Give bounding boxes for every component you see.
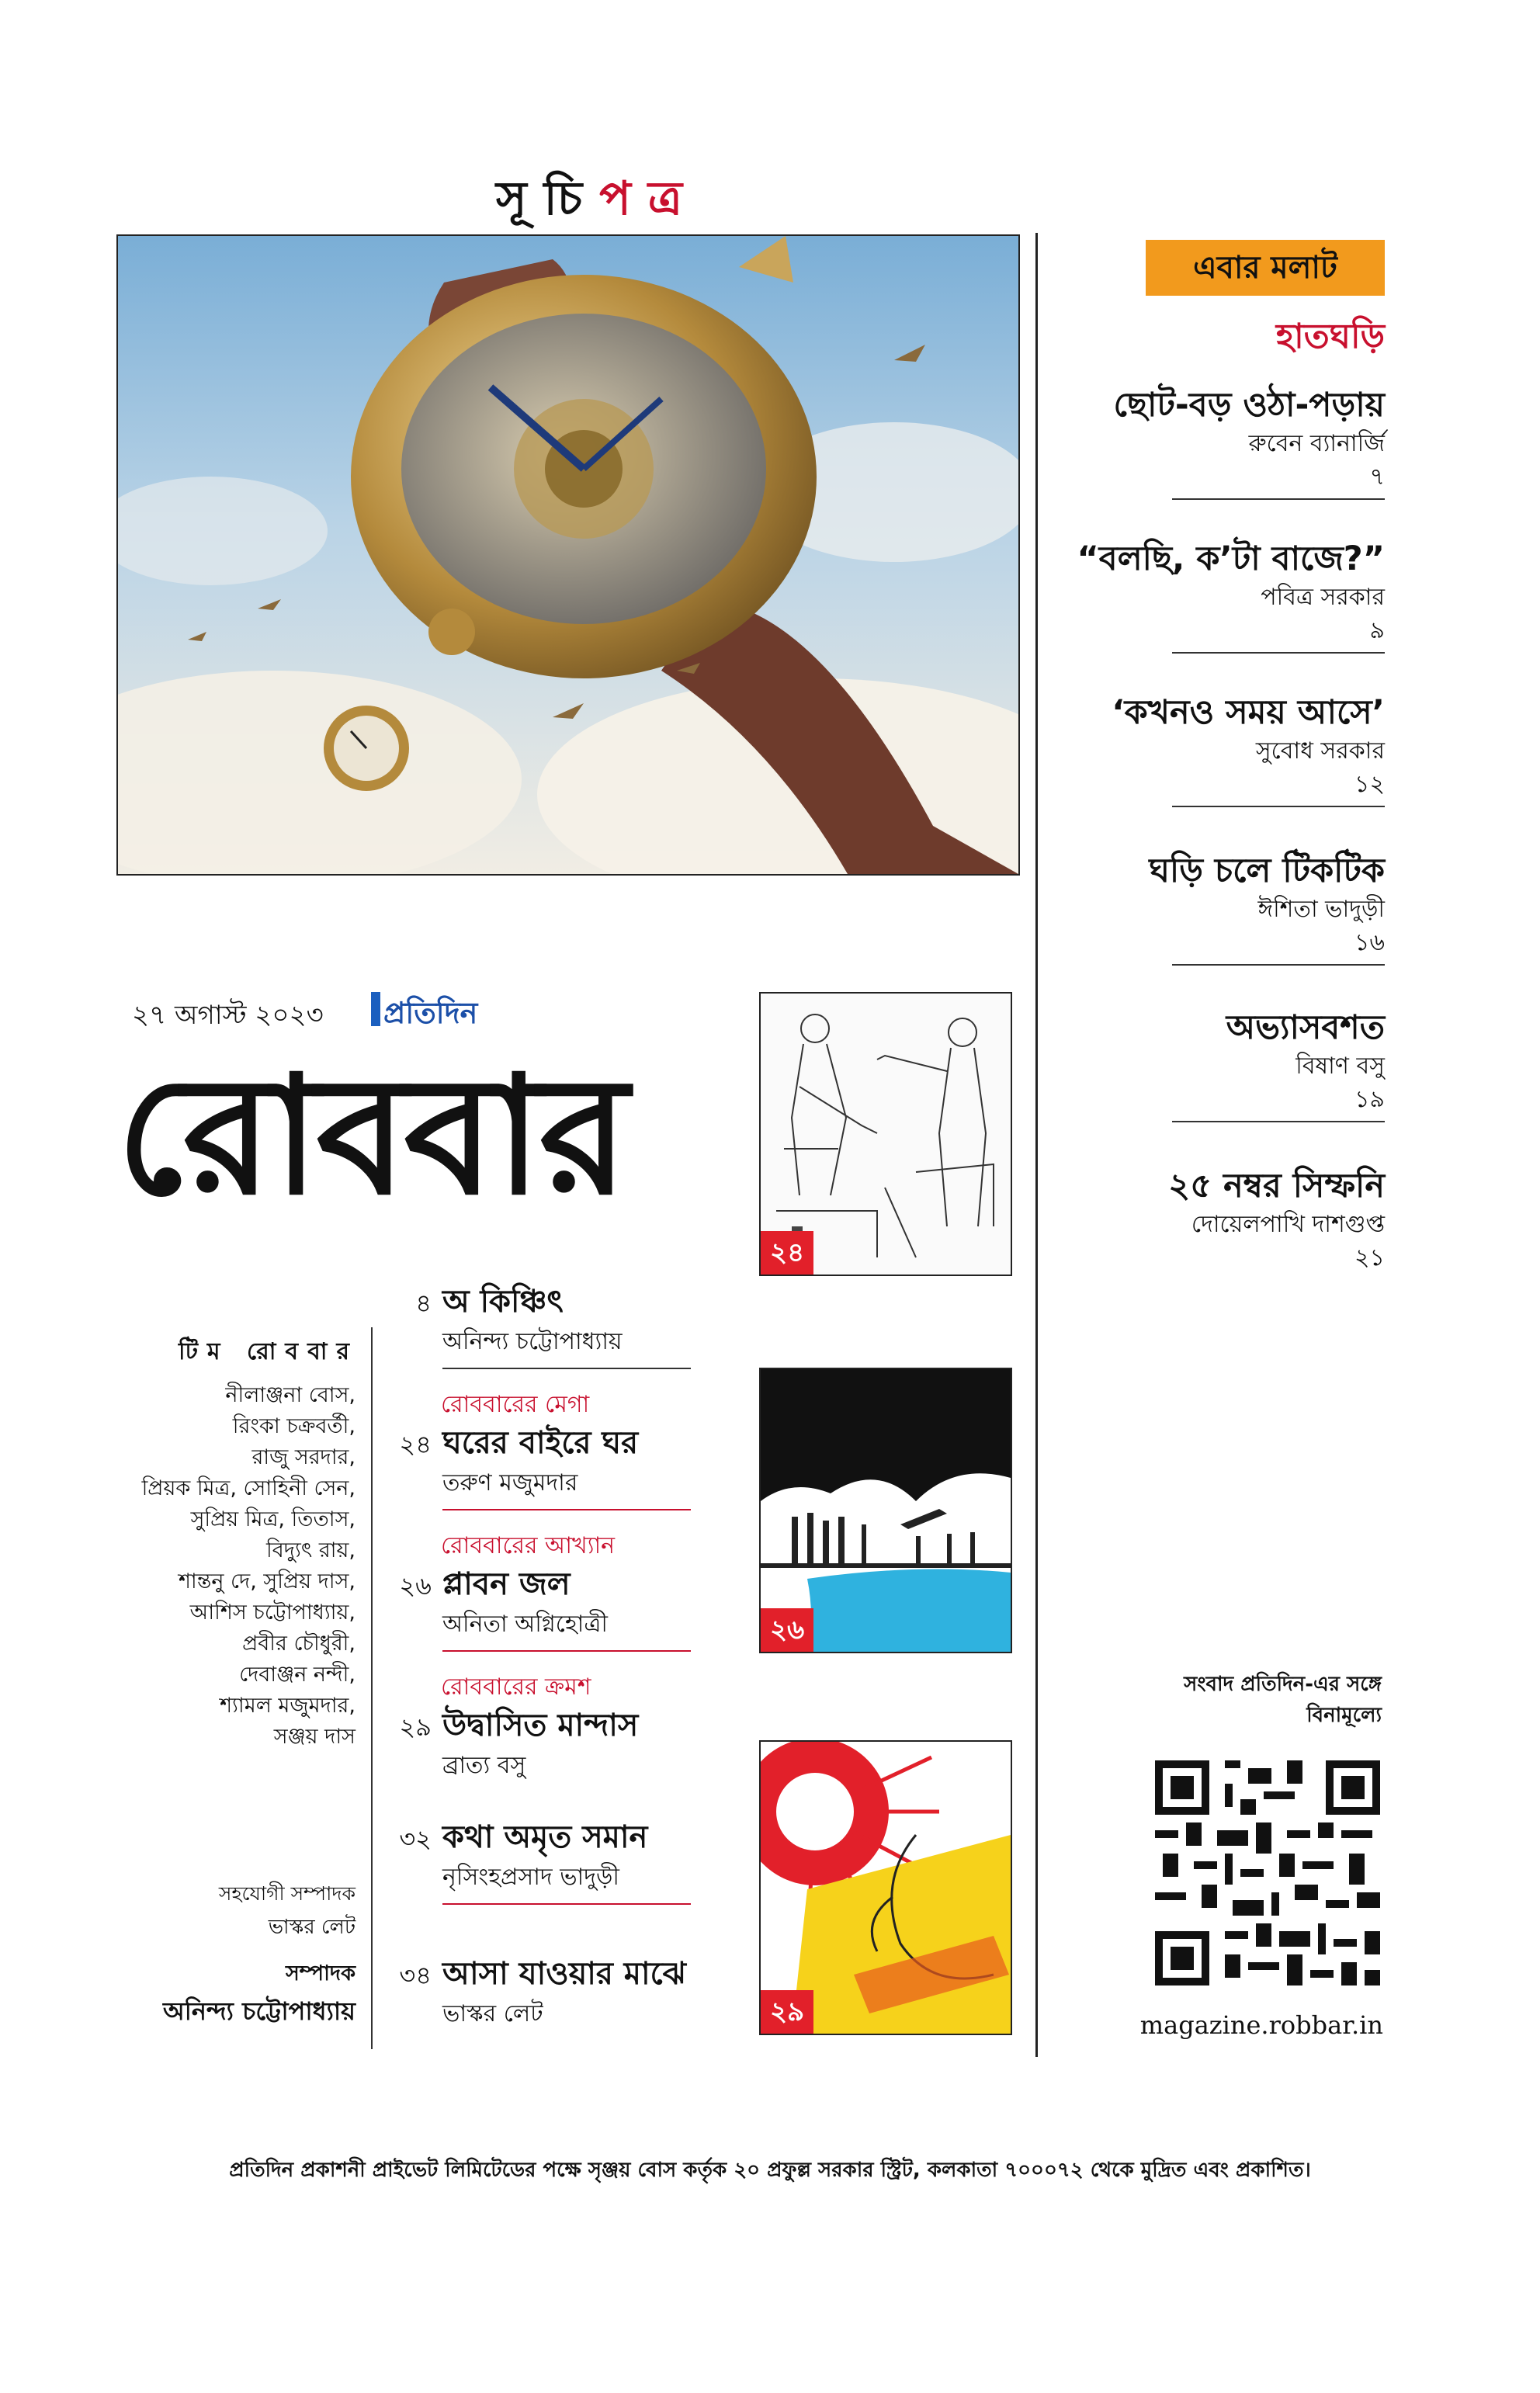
entry-page-number: ২৬: [399, 1571, 432, 1601]
team-member: সঞ্জয় দাস: [273, 1725, 356, 1749]
page-number-badge: ২৯: [761, 1990, 813, 2034]
article-author: সুবোধ সরকার: [1255, 737, 1385, 765]
divider: [1172, 806, 1385, 807]
entry-section: রোববারের ক্রমশ: [441, 1673, 591, 1701]
cover-story-badge: এবার মলাট: [1146, 240, 1385, 296]
contents-entry[interactable]: [380, 1388, 761, 1510]
divider: [1172, 1121, 1385, 1122]
article-author: বিষাণ বসু: [1295, 1053, 1385, 1080]
entry-row: [380, 1563, 761, 1608]
article-page: ১৬: [1354, 929, 1385, 956]
team-member: দেবাঞ্জন নন্দী,: [239, 1663, 356, 1687]
editor-role: সম্পাদক: [285, 1961, 356, 1985]
article-page: ৯: [1369, 617, 1385, 644]
entry-author: অনিন্দ্য চট্টোপাধ্যায়: [442, 1328, 623, 1355]
divider: [442, 1509, 691, 1510]
team-member: বিদ্যুৎ রায়,: [266, 1538, 356, 1562]
entry-section: রোববারের মেগা: [441, 1391, 590, 1418]
entry-author: নৃসিংহপ্রসাদ ভাদুড়ী: [442, 1864, 620, 1891]
article-title: ঘড়ি চলে টিকটিক: [1149, 851, 1385, 890]
entry-row: [380, 1953, 761, 1998]
divider: [442, 1903, 691, 1905]
contents-entry[interactable]: [380, 1529, 761, 1652]
promo-line: সংবাদ প্রতিদিন-এর সঙ্গে: [1184, 1673, 1382, 1696]
entry-title: কথা অমৃত সমান: [442, 1819, 648, 1855]
associate-editor-name: ভাস্কর লেট: [268, 1916, 356, 1939]
article-title: ২৫ নম্বর সিম্ফনি: [1168, 1167, 1385, 1205]
entry-author: অনিতা অগ্নিহোত্রী: [442, 1611, 608, 1638]
team-heading: টিম রোববার: [179, 1338, 359, 1365]
article-page: ৭: [1369, 463, 1385, 491]
thumbnail-29[interactable]: [759, 1740, 1012, 2035]
entry-row: [380, 1705, 761, 1750]
article-author: রুবেন ব্যানার্জি: [1248, 430, 1385, 457]
entry-row: [380, 1816, 761, 1861]
cover-watch-illustration: [118, 236, 1018, 874]
entry-row: [380, 1281, 761, 1326]
divider: [1172, 964, 1385, 966]
team-member: রাজু সরদার,: [251, 1445, 356, 1469]
team-members: [116, 1380, 356, 1753]
cover-image: [116, 234, 1020, 876]
article-title: অভ্যাসবশত: [1226, 1008, 1385, 1047]
entry-section: রোববারের আখ্যান: [441, 1532, 616, 1559]
title-part: ত্র: [647, 172, 699, 226]
qr-code-graphic: [1155, 1760, 1380, 1985]
article-author: দোয়েলপাখি দাশগুপ্ত: [1191, 1211, 1385, 1238]
entry-author: তরুণ মজুমদার: [442, 1469, 578, 1496]
team-member: শ্যামল মজুমদার,: [220, 1694, 356, 1718]
divider: [1172, 498, 1385, 500]
contents-entry[interactable]: [380, 1816, 761, 1905]
qr-code[interactable]: [1155, 1760, 1380, 1985]
cover-article[interactable]: [1071, 691, 1385, 807]
article-page: ২১: [1354, 1244, 1385, 1271]
logo-text: প্রতিদিন: [383, 996, 478, 1030]
team-member: প্রবীর চৌধুরী,: [242, 1632, 356, 1656]
team-member: শান্তনু দে, সুপ্রিয় দাস,: [178, 1569, 356, 1594]
article-page: ১২: [1354, 771, 1385, 798]
cover-article[interactable]: [1071, 1006, 1385, 1122]
cover-story-topic: হাতঘড়ি: [1275, 317, 1385, 356]
article-title: “বলছি, ক’টা বাজে?”: [1077, 539, 1385, 578]
issue-date: ২৭ অগাস্ট ২০২৩: [132, 1000, 324, 1031]
thumbnail-24[interactable]: [759, 992, 1012, 1276]
entry-author: ব্রাত্য বসু: [442, 1752, 526, 1779]
team-member: নীলাঞ্জনা বোস,: [225, 1383, 356, 1407]
article-author: ঈশিতা ভাদুড়ী: [1257, 896, 1385, 923]
contents-entry[interactable]: [380, 1953, 761, 2031]
title-part: প: [599, 172, 648, 226]
contents-entry[interactable]: [380, 1281, 761, 1369]
divider: [442, 1368, 691, 1369]
title-part: সূ: [495, 172, 544, 226]
title-part: চি: [543, 172, 600, 226]
cover-article[interactable]: [1071, 1164, 1385, 1275]
entry-page-number: ৪: [415, 1288, 432, 1318]
entry-title: অ কিঞ্চিৎ: [442, 1284, 564, 1320]
entry-row: [380, 1422, 761, 1467]
entry-page-number: ২৯: [399, 1712, 432, 1742]
column-divider: [1035, 233, 1038, 2057]
page-title: [435, 163, 761, 225]
article-title: ‘কখনও সময় আসে’: [1112, 693, 1385, 732]
entry-page-number: ২৪: [399, 1430, 432, 1459]
entry-title: প্লাবন জল: [442, 1566, 571, 1602]
sidebar-divider: [371, 1327, 373, 2049]
editor-name: অনিন্দ্য চট্টোপাধ্যায়: [163, 1996, 356, 2026]
entry-title: ঘরের বাইরে ঘর: [442, 1425, 639, 1461]
team-member: রিংকা চক্রবর্তী,: [232, 1414, 356, 1438]
thumbnail-26[interactable]: [759, 1368, 1012, 1653]
team-member: আশিস চট্টোপাধ্যায়,: [189, 1601, 356, 1625]
entry-page-number: ৩৪: [399, 1961, 432, 1990]
page-number-badge: ২৪: [761, 1231, 813, 1275]
team-member: সুপ্রিয় মিত্র, তিতাস,: [190, 1507, 356, 1531]
cover-article[interactable]: [1071, 383, 1385, 500]
promo-text: [1110, 1669, 1382, 1731]
entry-author: ভাস্কর লেট: [442, 2000, 543, 2027]
masthead-title: রোববার: [116, 1039, 626, 1231]
article-title: ছোট-বড় ওঠা-পড়ায়: [1113, 386, 1385, 425]
divider: [1172, 652, 1385, 654]
team-member: প্রিয়ক মিত্র, সোহিনী সেন,: [141, 1476, 356, 1500]
promo-line: বিনামূল্যে: [1306, 1704, 1382, 1727]
entry-page-number: ৩২: [399, 1824, 432, 1854]
logo-bar: [371, 992, 380, 1026]
contents-entry[interactable]: [380, 1670, 761, 1782]
article-page: ১৯: [1354, 1086, 1385, 1113]
entry-title: আসা যাওয়ার মাঝে: [442, 1956, 686, 1992]
cover-article[interactable]: [1071, 849, 1385, 966]
page-number-badge: ২৬: [761, 1608, 813, 1652]
website-link[interactable]: magazine.robbar.in: [1139, 2010, 1383, 2040]
article-author: পবিত্র সরকার: [1261, 584, 1385, 611]
imprint-footer: প্রতিদিন প্রকাশনী প্রাইভেট লিমিটেডের পক্ষে সৃঞ্জয় বোস কর্তৃক ২০ প্রফুল্ল সরকার স্ট্রিট, কলকাতা ৭০০০৭২ থেকে মুদ্রিত এবং প্রকাশিত।: [229, 2159, 1311, 2182]
divider: [442, 1650, 691, 1652]
entry-title: উদ্বাসিত মান্দাস: [442, 1708, 639, 1743]
associate-editor-role: সহযোগী সম্পাদক: [218, 1882, 356, 1905]
cover-article[interactable]: [1071, 537, 1385, 654]
